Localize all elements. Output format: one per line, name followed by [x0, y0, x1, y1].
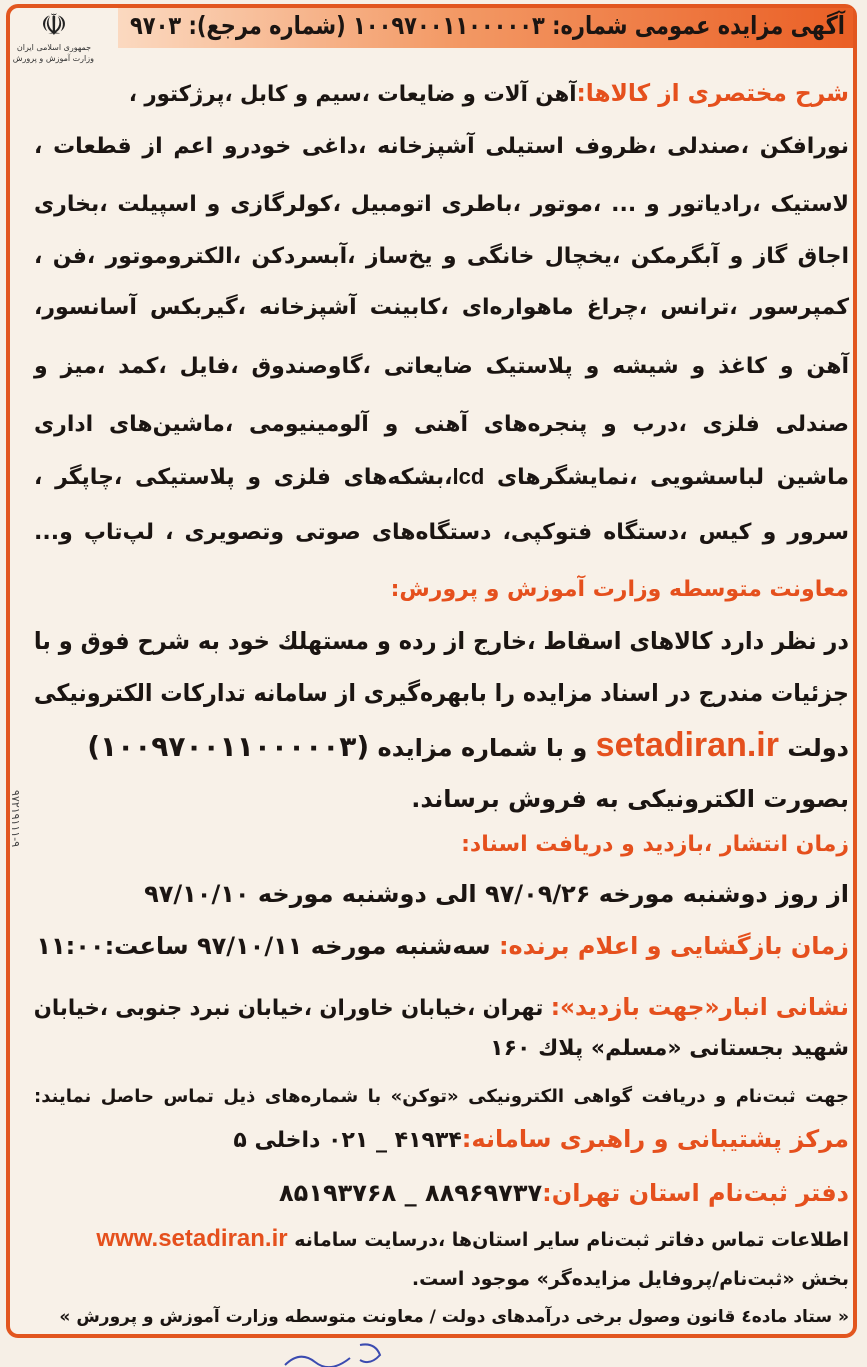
- goods-text: آهن آلات و ضایعات ،سیم و کابل ،پرژکتور ،: [128, 82, 577, 107]
- office-heading: دفتر ثبت‌نام استان تهران:: [542, 1179, 849, 1207]
- office-line: [34, 1176, 849, 1212]
- support-phone: ۴۱۹۳۴ _ ۰۲۱ داخلی ۵: [233, 1128, 462, 1153]
- body-line: بصورت الکترونیکی به فروش برساند.: [411, 785, 849, 813]
- address-heading: نشانی انبار«جهت بازدید»:: [550, 993, 849, 1021]
- goods-line: آهن و کاغذ و شیشه و پلاستیک ضایعاتی ،گاوصندوق ،فایل ،کمد ،میز و: [34, 354, 849, 379]
- goods-line: سرور و کیس ،دستگاه فتوکپی، دستگاه‌های صوتی وتصویری ، لپ‌تاپ و...: [34, 520, 849, 545]
- handwritten-mark: [280, 1340, 400, 1367]
- body-text: دولت: [787, 734, 849, 762]
- footer-signature: « ستاد ماده٤ قانون وصول برخی درآمدهای دولت / معاونت متوسطه وزارت آموزش و پرورش »: [59, 1307, 849, 1327]
- other-provinces-line: [34, 1222, 849, 1257]
- body-line: [34, 728, 849, 767]
- publish-heading: زمان انتشار ،بازدید و دریافت اسناد:: [461, 832, 849, 857]
- goods-text: ،بشکه‌های فلزی و پلاستیکی ،چاپگر ،: [34, 465, 453, 490]
- ad-title: آگهی مزایده عمومی شماره: ۱۰۰۹۷۰۰۱۱۰۰۰۰۰۳ (شماره مرجع): ۹۷۰۳: [130, 11, 845, 40]
- org-heading: معاونت متوسطه وزارت آموزش و پرورش:: [390, 577, 849, 602]
- opening-line: [34, 929, 849, 963]
- opening-date: سه‌شنبه مورخه ۹۷/۱۰/۱۱ ساعت:۱۱:۰۰: [36, 932, 491, 960]
- opening-heading: زمان بازگشایی و اعلام برنده:: [498, 932, 849, 960]
- goods-line: کمپرسور ،ترانس ،چراغ ماهواره‌ای ،کابینت آشپزخانه ،گیربکس آسانسور،: [34, 295, 849, 320]
- support-heading: مرکز پشتیبانی و راهبری سامانه:: [461, 1125, 849, 1153]
- goods-line: نورافکن ،صندلی ،ظروف استیلی آشپزخانه ،داغی خودرو اعم از قطعات ،: [34, 134, 849, 159]
- other-line2: بخش «ثبت‌نام/پروفایل مزایده‌گر» موجود است.: [411, 1268, 849, 1290]
- body-line: در نظر دارد کالاهای اسقاط ،خارج از رده و مستهلك خود به شرح فوق و با: [33, 627, 849, 655]
- body-line: جزئیات مندرج در اسناد مزایده را بابهره‌گیری از سامانه تدارکات الکترونیکی: [33, 679, 850, 707]
- goods-line: لاستیک ،رادیاتور و ... ،موتور ،باطری اتومبیل ،کولرگازی و اسپیلت ،بخاری: [34, 192, 849, 217]
- publish-dates: از روز دوشنبه مورخه ۹۷/۰۹/۲۶ الی دوشنبه مورخه ۹۷/۱۰/۱۰: [144, 880, 849, 908]
- goods-line: اجاق گاز و آبگرمکن ،یخچال خانگی و یخ‌ساز ،آبسردکن ،الکتروموتور ،فن ،: [34, 244, 849, 269]
- address-line: شهید بجستانی «مسلم» پلاك ۱۶۰: [490, 1036, 849, 1061]
- goods-line: [34, 460, 849, 495]
- emblem-icon: ☫: [40, 8, 68, 43]
- logo-line: جمهوری اسلامی ایران: [16, 43, 92, 52]
- address-text: تهران ،خیابان خاوران ،خیابان نبرد جنوبی ،خیابان: [33, 996, 544, 1021]
- support-line: [34, 1122, 849, 1158]
- body-text: و با شماره مزایده: [377, 734, 588, 762]
- office-phone: ۸۸۹۶۹۷۳۷ _ ۸۵۱۹۳۷۶۸: [279, 1179, 543, 1207]
- logo-line: وزارت آموزش و پرورش: [12, 54, 94, 63]
- goods-line: صندلی فلزی ،درب و پنجره‌های آهنی و آلومینیومی ،ماشین‌های اداری: [34, 412, 849, 437]
- auction-number: (۱۰۰۹۷۰۰۱۱۰۰۰۰۰۳): [87, 730, 370, 763]
- contact-intro: جهت ثبت‌نام و دریافت گواهی الکترونیکی «توکن» با شماره‌های ذیل تماس حاصل نمایند:: [34, 1086, 849, 1107]
- title-bar: [118, 8, 853, 48]
- goods-heading: شرح مختصری از کالاها:: [576, 79, 849, 107]
- www-setadiran-link[interactable]: www.setadiran.ir: [96, 1225, 288, 1252]
- lcd-text: lcd: [452, 464, 485, 489]
- setadiran-link[interactable]: setadiran.ir: [595, 726, 779, 764]
- other-text: اطلاعات تماس دفاتر ثبت‌نام سایر استان‌ها ،درسایت سامانه: [294, 1229, 849, 1251]
- government-logo: [14, 10, 94, 64]
- side-code: ۹۷۲۱۹۱۱۱-۹: [9, 790, 22, 848]
- address-line: [34, 990, 849, 1026]
- goods-line: [129, 76, 849, 112]
- goods-text: ماشین لباسشویی ،نمایشگرهای: [484, 465, 849, 490]
